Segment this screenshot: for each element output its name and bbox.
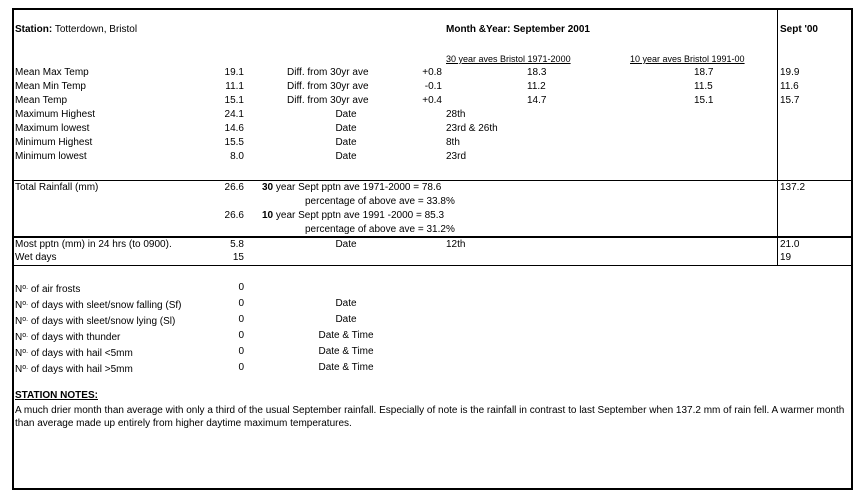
temp-row-mid: Diff. from 30yr ave xyxy=(287,95,369,106)
temp-row-diff: +0.8 xyxy=(422,67,442,78)
days-row-mid: Date & Time xyxy=(318,346,374,357)
temp-row-date: 28th xyxy=(446,109,466,120)
days-row-mid: Date & Time xyxy=(318,362,374,373)
days-row-label: $N^{o.}$ of air frosts xyxy=(15,284,81,295)
temp-row-ave30: 18.3 xyxy=(527,67,547,78)
days-row-label: $N^{o.}$ of days with sleet/snow lying (Sl) xyxy=(15,316,176,327)
rainfall-10yr-text: year Sept pptn ave 1991 -2000 = 85.3 xyxy=(273,210,445,221)
days-row-label: $N^{o.}$ of days with hail <5mm xyxy=(15,348,133,359)
station-heading xyxy=(15,24,137,36)
days-row-value: 0 xyxy=(238,330,244,341)
temp-row-date: 23rd xyxy=(446,151,467,162)
days-row-value: 0 xyxy=(238,362,244,373)
station-label: Station: xyxy=(15,24,53,35)
wet-days-value: 15 xyxy=(232,252,244,263)
most-pptn-value: 5.8 xyxy=(230,239,244,250)
rainfall-10yr-line xyxy=(262,210,444,222)
temp-row-mid: Date xyxy=(335,109,357,120)
temp-row-ave10: 18.7 xyxy=(694,67,714,78)
station-notes-text: A much drier month than average with only a third of the usual September rainfall. Especially of note is the rainfall in contrast to last September when 137.2 mm of rain fell. A warmer month than average made up entirely from higher daytime maximum temperatures. xyxy=(15,405,845,429)
days-row-mid: Date xyxy=(335,298,357,309)
days-row-label: $N^{o.}$ of days with hail >5mm xyxy=(15,364,133,375)
compare-column-header: Sept '00 xyxy=(780,24,818,35)
station-name: Totterdown, Bristol xyxy=(52,24,138,35)
temp-row-ave30: 11.2 xyxy=(527,81,546,92)
temp-row-label: Mean Temp xyxy=(15,95,68,106)
rainfall-10yr-percent: percentage of above ave = 31.2% xyxy=(305,224,455,235)
temp-row-mid: Date xyxy=(335,137,357,148)
rainfall-label: Total Rainfall (mm) xyxy=(15,182,99,193)
divider-rainfall xyxy=(12,180,853,181)
temp-row-mid: Diff. from 30yr ave xyxy=(287,67,369,78)
rainfall-30yr-text: year Sept pptn ave 1971-2000 = 78.6 xyxy=(273,182,442,193)
rainfall-30yr-line xyxy=(262,182,441,194)
temp-row-mid: Date xyxy=(335,123,357,134)
temp-row-value: 14.6 xyxy=(224,123,244,134)
days-row-value: 0 xyxy=(238,298,244,309)
temp-row-label: Mean Min Temp xyxy=(15,81,86,92)
most-pptn-mid: Date xyxy=(335,239,357,250)
rainfall-10yr-bold: 10 xyxy=(262,210,274,221)
most-pptn-prev: 21.0 xyxy=(780,239,800,250)
temp-row-value: 8.0 xyxy=(230,151,244,162)
temp-row-diff: -0.1 xyxy=(424,81,442,92)
temp-row-label: Mean Max Temp xyxy=(15,67,89,78)
temp-row-value: 15.5 xyxy=(224,137,244,148)
wet-days-label: Wet days xyxy=(15,252,57,263)
temp-row-prev: 11.6 xyxy=(780,81,799,92)
most-pptn-date: 12th xyxy=(446,239,466,250)
temp-row-diff: +0.4 xyxy=(422,95,442,106)
temp-row-mid: Diff. from 30yr ave xyxy=(287,81,369,92)
temp-row-mid: Date xyxy=(335,151,357,162)
days-row-mid: Date xyxy=(335,314,357,325)
days-row-mid: Date & Time xyxy=(318,330,374,341)
temp-row-value: 19.1 xyxy=(224,67,244,78)
days-row-label: $N^{o.}$ of days with sleet/snow falling (Sf) xyxy=(15,300,182,311)
temp-row-value: 24.1 xyxy=(224,109,244,120)
column-divider xyxy=(777,8,778,265)
temp-row-ave10: 15.1 xyxy=(694,95,714,106)
rainfall-value-2: 26.6 xyxy=(224,210,244,221)
days-row-value: 0 xyxy=(238,314,244,325)
temp-row-ave10: 11.5 xyxy=(694,81,713,92)
temp-row-prev: 15.7 xyxy=(780,95,800,106)
most-pptn-label: Most pptn (mm) in 24 hrs (to 0900). xyxy=(15,239,172,250)
rainfall-prev: 137.2 xyxy=(780,182,806,193)
ave30-header: 30 year aves Bristol 1971-2000 xyxy=(446,54,571,64)
wet-days-prev: 19 xyxy=(780,252,792,263)
temp-row-label: Minimum Highest xyxy=(15,137,93,148)
temp-row-label: Minimum lowest xyxy=(15,151,87,162)
month-year: Month &Year: September 2001 xyxy=(446,24,590,35)
temp-row-date: 8th xyxy=(446,137,460,148)
temp-row-ave30: 14.7 xyxy=(527,95,547,106)
days-row-label: $N^{o.}$ of days with thunder xyxy=(15,332,121,343)
divider-wet xyxy=(12,236,853,238)
divider-days xyxy=(12,265,853,266)
rainfall-value: 26.6 xyxy=(224,182,244,193)
temp-row-label: Maximum lowest xyxy=(15,123,90,134)
temp-row-value: 11.1 xyxy=(225,81,244,92)
temp-row-date: 23rd & 26th xyxy=(446,123,498,134)
ave10-header: 10 year aves Bristol 1991-00 xyxy=(630,54,745,64)
days-row-value: 0 xyxy=(238,346,244,357)
rainfall-30yr-percent: percentage of above ave = 33.8% xyxy=(305,196,455,207)
days-row-value: 0 xyxy=(238,282,244,293)
temp-row-value: 15.1 xyxy=(224,95,244,106)
temp-row-label: Maximum Highest xyxy=(15,109,96,120)
temp-row-prev: 19.9 xyxy=(780,67,800,78)
station-notes-title: STATION NOTES: xyxy=(15,390,98,401)
rainfall-30yr-bold: 30 xyxy=(262,182,274,193)
